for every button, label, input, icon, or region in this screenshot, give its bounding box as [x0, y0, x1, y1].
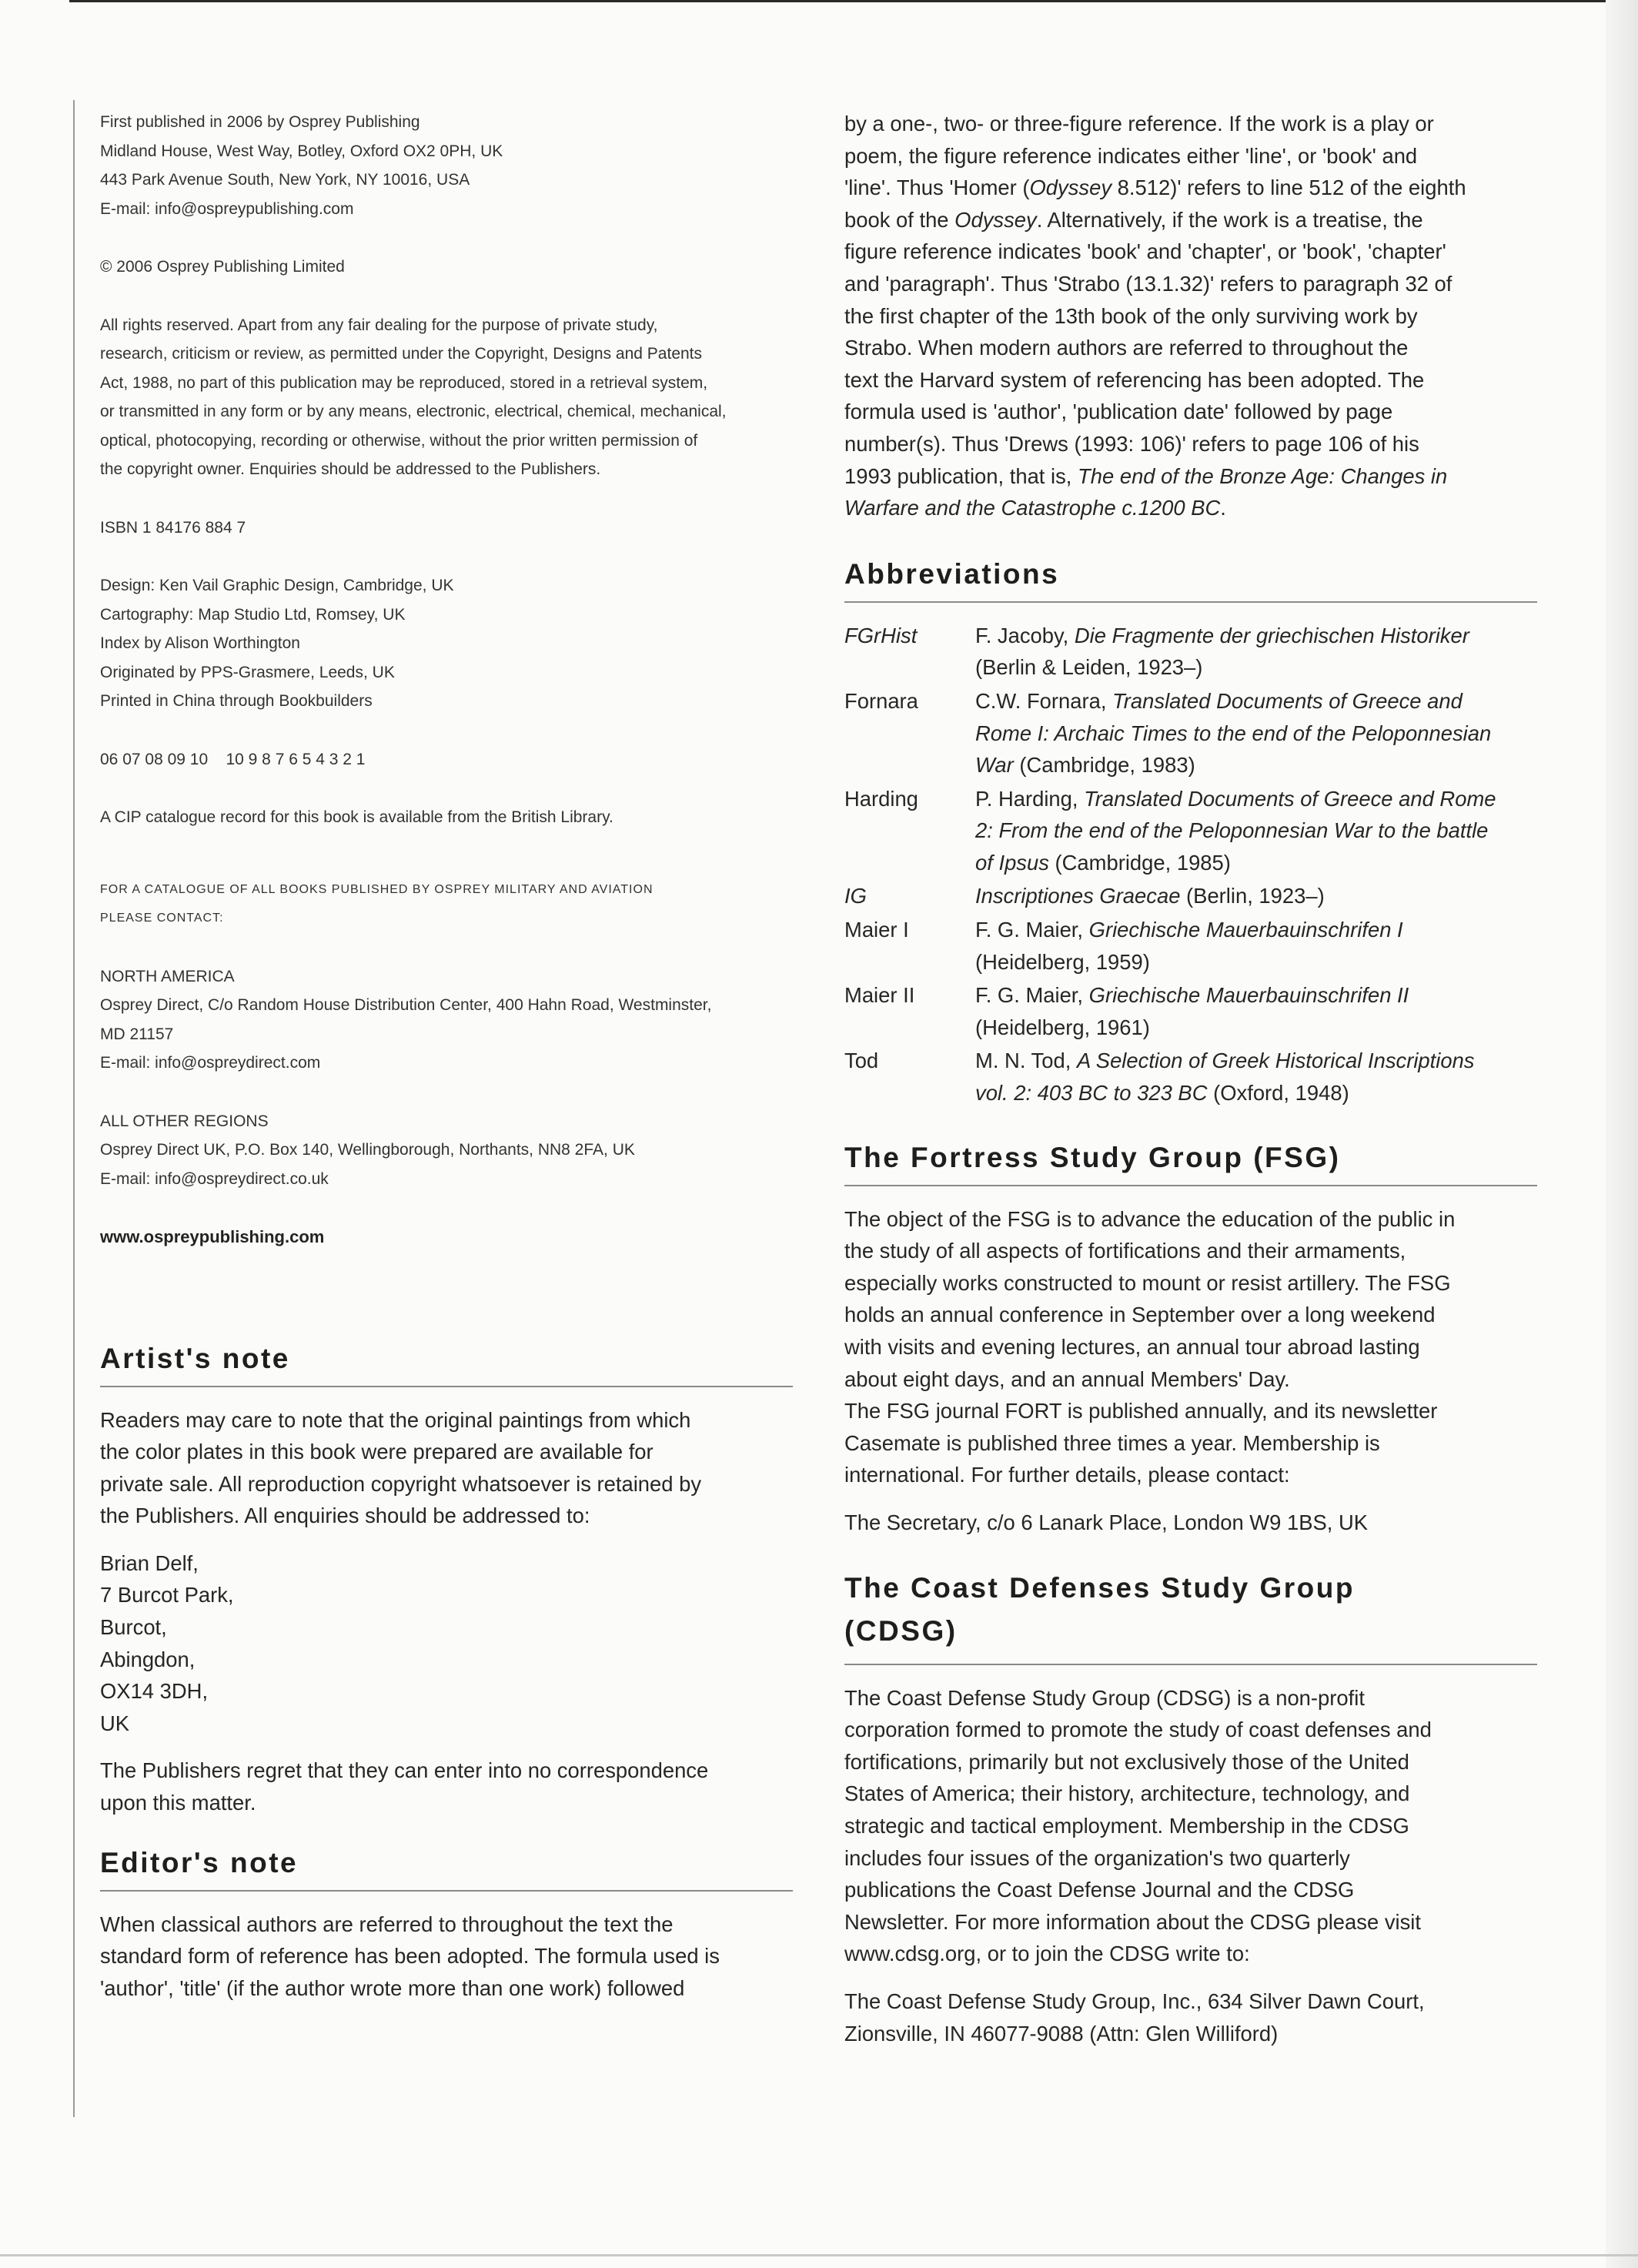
artists-note-section: [100, 1343, 793, 1819]
reference-line: [975, 651, 1496, 684]
abbreviation-row: [844, 880, 1496, 914]
text-run: Strabo. When modern authors are referred to throughout the: [844, 336, 1409, 360]
paragraph-line: [844, 364, 1537, 396]
abbreviation-row: [844, 1045, 1496, 1110]
cdsg-heading: The Coast Defenses Study Group (CDSG): [844, 1571, 1355, 1647]
abbreviation-reference: [975, 914, 1496, 979]
page-edge: [1606, 0, 1638, 2268]
paragraph-line: [844, 300, 1537, 333]
paragraph-line: [844, 172, 1537, 204]
italic-run: War: [975, 753, 1014, 778]
abbreviation-key: Tod: [844, 1049, 879, 1073]
artists-note-body: Readers may care to note that the original paintings from which the color plates in this book were prepared are available for private sale. All reproduction copyright whatsoever is retained by the Publishers. All enquiries should be addressed to: Brian Delf, 7 Burcot Park, Burcot, Abingdon, OX14 3DH, UK The Publishers regret that they can enter into no correspondence upon this matter.: [100, 1404, 793, 1819]
editors-note-section: [100, 1847, 793, 2005]
italic-run: Rome I: Archaic Times to the end of the Peloponnesian: [975, 721, 1492, 745]
print-line: 06 07 08 09 10 10 9 8 7 6 5 4 3 2 1: [100, 750, 366, 768]
artists-note-heading: Artist's note: [100, 1342, 290, 1374]
margin-rule: [73, 100, 75, 2117]
text-run: figure reference indicates 'book' and 'chapter', or 'book', 'chapter': [844, 239, 1446, 264]
copyright-line: © 2006 Osprey Publishing Limited: [100, 258, 345, 276]
publisher-address: First published in 2006 by Osprey Publishing Midland House, West Way, Botley, Oxford OX2 0PH, UK 443 Park Avenue South, New York, NY 10016, USA E-mail: info@ospreypublishing.com: [100, 113, 503, 218]
text-run: (Heidelberg, 1959): [975, 949, 1150, 974]
text-run: (Cambridge, 1983): [1013, 753, 1195, 778]
abbreviation-reference: [975, 979, 1496, 1045]
text-run: .: [1220, 496, 1226, 520]
section-rule: [844, 1185, 1537, 1186]
reference-line: [975, 979, 1496, 1012]
abbreviation-reference: [975, 1045, 1496, 1110]
left-column: [100, 108, 793, 2004]
abbreviation-row: [844, 914, 1496, 979]
italic-run: vol. 2: 403 BC to 323 BC: [975, 1081, 1208, 1106]
other-regions-contact: ALL OTHER REGIONS Osprey Direct UK, P.O. Box 140, Wellingborough, Northants, NN8 2FA, UK E-mail: info@ospreydirect.co.uk: [100, 1112, 635, 1188]
abbreviation-row: [844, 685, 1496, 783]
editors-note-heading: Editor's note: [100, 1846, 299, 1878]
text-run: (Cambridge, 1985): [1048, 850, 1231, 875]
reference-line: [975, 880, 1496, 912]
paragraph-line: [844, 268, 1537, 300]
abbreviation-row: [844, 979, 1496, 1045]
text-run: the first chapter of the 13th book of the only surviving work by: [844, 303, 1418, 328]
cdsg-section: [844, 1567, 1537, 2050]
reference-line: [975, 620, 1496, 652]
abbreviations-table: [844, 620, 1496, 1111]
abbreviations-section: [844, 558, 1537, 1111]
abbreviations-heading: Abbreviations: [844, 557, 1060, 590]
text-run: text the Harvard system of referencing has been adopted. The: [844, 367, 1425, 392]
isbn: ISBN 1 84176 884 7: [100, 518, 246, 537]
fsg-contact: The Secretary, c/o 6 Lanark Place, London W9 1BS, UK: [844, 1510, 1369, 1534]
abbreviation-key: Maier I: [844, 918, 909, 942]
cip-statement: A CIP catalogue record for this book is available from the British Library.: [100, 808, 613, 826]
paragraph-line: [844, 236, 1537, 268]
reference-line: [975, 847, 1496, 879]
text-run: F. Jacoby,: [975, 623, 1075, 647]
text-run: C.W. Fornara,: [975, 688, 1113, 713]
abbreviation-key: FGrHist: [844, 623, 918, 647]
paragraph-line: [844, 108, 1537, 140]
production-credits: Design: Ken Vail Graphic Design, Cambridge, UK Cartography: Map Studio Ltd, Romsey, UK Index by Alison Worthington Originated by PPS-Grasmere, Leeds, UK Printed in China through Bookbuilders: [100, 577, 454, 710]
abbreviation-reference: [975, 880, 1496, 914]
italic-run: Griechische Mauerbauinschrifen I: [1088, 918, 1403, 942]
reference-line: [975, 685, 1496, 718]
fsg-section: [844, 1142, 1537, 1539]
italic-run: Griechische Mauerbauinschrifen II: [1088, 983, 1409, 1008]
italic-run: of Ipsus: [975, 850, 1049, 875]
text-run: and 'paragraph'. Thus 'Strabo (13.1.32)' refers to paragraph 32 of: [844, 271, 1452, 296]
abbreviation-row: [844, 783, 1496, 881]
paragraph-line: [844, 428, 1537, 460]
italic-run: Warfare and the Catastrophe c.1200 BC: [844, 496, 1221, 520]
editors-note-body: When classical authors are referred to throughout the text the standard form of reference has been adopted. The formula used is 'author', 'title' (if the author wrote more than one work) followed: [100, 1912, 720, 2000]
italic-run: Die Fragmente der griechischen Historiker: [1074, 623, 1469, 647]
reference-line: [975, 1012, 1496, 1044]
reference-line: [975, 718, 1496, 750]
editors-note-continued: [844, 108, 1537, 524]
fsg-heading: The Fortress Study Group (FSG): [844, 1141, 1341, 1173]
paragraph-line: [844, 460, 1537, 493]
text-run: M. N. Tod,: [975, 1049, 1077, 1073]
top-border: [69, 0, 1638, 2]
paragraph-line: [844, 332, 1537, 364]
text-run: . Alternatively, if the work is a treatise, the: [1036, 207, 1423, 232]
text-run: (Oxford, 1948): [1207, 1081, 1349, 1106]
cdsg-contact: The Coast Defense Study Group, Inc., 634 Silver Dawn Court, Zionsville, IN 46077-9088 (Attn: Glen Williford): [844, 1989, 1425, 2046]
text-run: number(s). Thus 'Drews (1993: 106)' refers to page 106 of his: [844, 431, 1419, 456]
text-run: (Berlin & Leiden, 1923–): [975, 655, 1203, 680]
reference-line: [975, 749, 1496, 781]
text-run: by a one-, two- or three-figure reference. If the work is a play or: [844, 112, 1434, 135]
catalogue-request: FOR A CATALOGUE OF ALL BOOKS PUBLISHED BY OSPREY MILITARY AND AVIATION PLEASE CONTACT:: [100, 882, 654, 925]
reference-line: [975, 1077, 1496, 1109]
text-run: 'line'. Thus 'Homer (: [844, 176, 1030, 200]
reference-line: [975, 783, 1496, 815]
italic-run: Inscriptiones Graecae: [975, 884, 1181, 908]
italic-run: Translated Documents of Greece and Rome: [1084, 786, 1496, 811]
rights-statement: All rights reserved. Apart from any fair dealing for the purpose of private study, research, criticism or review, as permitted under the Copyright, Designs and Patents Act, 1988, no part of this publication may be reproduced, stored in a retrieval system, or transmitted in any form or by any means, electronic, electrical, chemical, mechanical, optical, photocopying, recording or otherwise, without the prior written permission of the copyright owner. Enquiries should be addressed to the Publishers.: [100, 316, 727, 478]
italic-run: A Selection of Greek Historical Inscriptions: [1076, 1049, 1475, 1073]
text-run: formula used is 'author', 'publication date' followed by page: [844, 400, 1393, 424]
north-america-contact: NORTH AMERICA Osprey Direct, C/o Random House Distribution Center, 400 Hahn Road, Westminster, MD 21157 E-mail: info@ospreydirect.com: [100, 967, 712, 1072]
section-rule: [844, 1664, 1537, 1665]
text-run: F. G. Maier,: [975, 918, 1089, 942]
italic-run: Translated Documents of Greece and: [1112, 688, 1462, 713]
text-run: 8.512)' refers to line 512 of the eighth: [1112, 176, 1466, 200]
website-link[interactable]: www.ospreypublishing.com: [100, 1227, 325, 1246]
text-run: (Berlin, 1923–): [1180, 884, 1325, 908]
section-rule: [844, 601, 1537, 603]
paragraph-line: [844, 140, 1537, 172]
text-run: F. G. Maier,: [975, 983, 1089, 1008]
reference-line: [975, 815, 1496, 847]
abbreviation-key: Maier II: [844, 983, 915, 1008]
abbreviation-row: [844, 620, 1496, 685]
imprint-block: [100, 108, 793, 1252]
section-rule: [100, 1386, 793, 1387]
abbreviation-key: Harding: [844, 786, 918, 811]
right-column: [844, 108, 1537, 2065]
text-run: poem, the figure reference indicates either 'line', or 'book' and: [844, 143, 1418, 168]
reference-line: [975, 946, 1496, 978]
reference-line: [975, 914, 1496, 946]
italic-run: The end of the Bronze Age: Changes in: [1078, 463, 1448, 488]
text-run: 1993 publication, that is,: [844, 463, 1078, 488]
italic-run: Odyssey: [1029, 176, 1112, 200]
bottom-border: [0, 2254, 1638, 2256]
abbreviation-reference: [975, 620, 1496, 685]
italic-run: Odyssey: [954, 207, 1037, 232]
abbreviation-key: IG: [844, 884, 867, 908]
section-rule: [100, 1890, 793, 1892]
paragraph-line: [844, 396, 1537, 428]
abbreviation-reference: [975, 685, 1496, 783]
text-run: book of the: [844, 207, 955, 232]
artist-address: Brian Delf, 7 Burcot Park, Burcot, Abingdon, OX14 3DH, UK: [100, 1550, 234, 1735]
abbreviation-key: Fornara: [844, 688, 918, 713]
text-run: (Heidelberg, 1961): [975, 1015, 1150, 1039]
cdsg-body: The Coast Defense Study Group (CDSG) is a non-profit corporation formed to promote the study of coast defenses and fortifications, primarily but not exclusively those of the United States of America; their history, architecture, technology, and strategic and tactical employment. Membership in the CDSG includes four issues of the organization's two quarterly publications the Coast Defense Journal and the CDSG Newsletter. For more information about the CDSG please visit www.cdsg.org, or to join the CDSG write to: The Coast Defense Study Group, Inc., 634 Silver Dawn Court, Zionsville, IN 46077-9088 (Attn: Glen Williford): [844, 1682, 1537, 2050]
reference-line: [975, 1045, 1496, 1077]
text-run: P. Harding,: [975, 786, 1085, 811]
fsg-body: The object of the FSG is to advance the education of the public in the study of all aspects of fortifications and their armaments, especially works constructed to mount or resist artillery. The FSG holds an annual conference in September over a long weekend with visits and evening lectures, an annual tour abroad lasting about eight days, and an annual Members' Day. The FSG journal FORT is published annually, and its newsletter Casemate is published three times a year. Membership is international. For further details, please contact: The Secretary, c/o 6 Lanark Place, London W9 1BS, UK: [844, 1203, 1537, 1539]
italic-run: 2: From the end of the Peloponnesian War to the battle: [975, 818, 1489, 843]
paragraph-line: [844, 204, 1537, 236]
abbreviation-reference: [975, 783, 1496, 881]
paragraph-line: [844, 492, 1537, 524]
